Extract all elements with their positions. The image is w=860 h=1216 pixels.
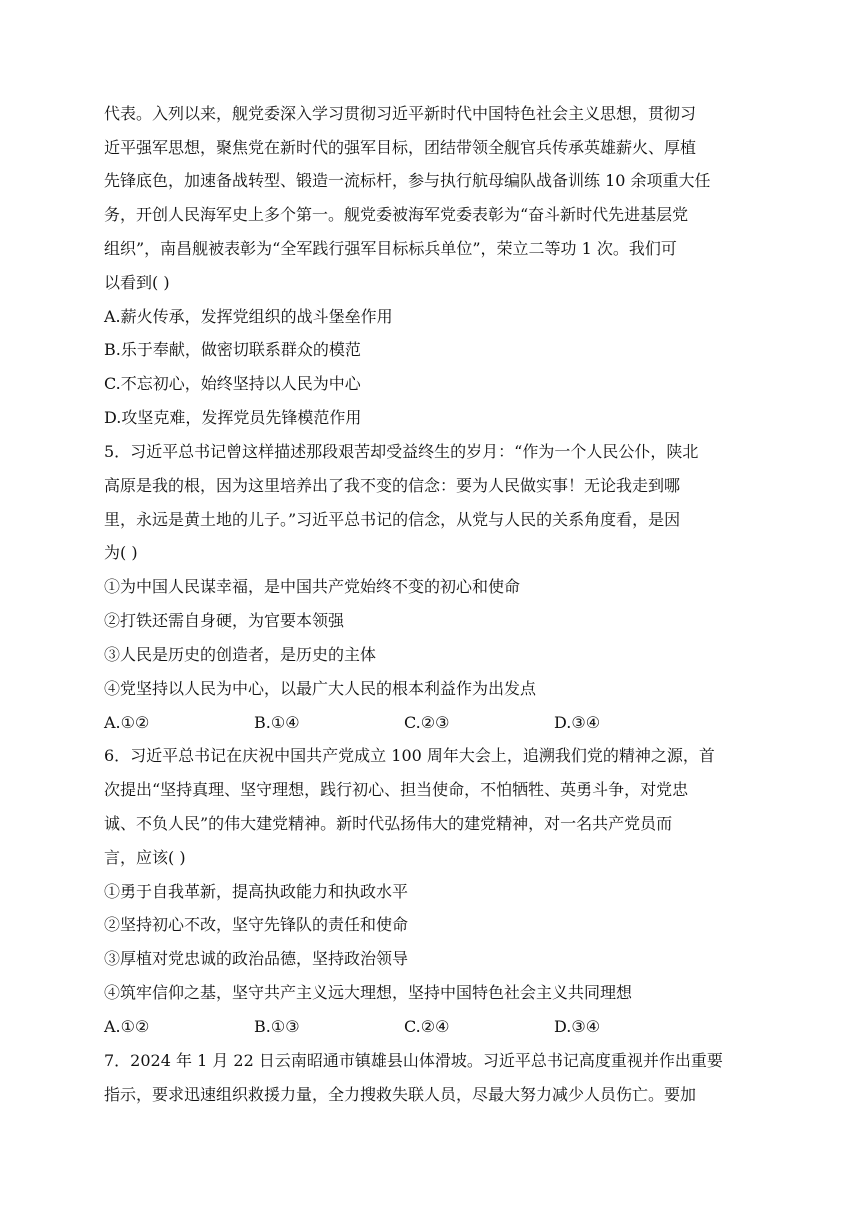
q5-choice-b: B.①④ — [254, 713, 300, 732]
q5-statement-4: ④党坚持以人民为中心，以最广大人民的根本利益作为出发点 — [104, 679, 537, 698]
q6-choices — [104, 1017, 764, 1037]
q5-choice-a: A.①② — [104, 713, 150, 732]
q6-statement-2: ②坚持初心不改，坚守先锋队的责任和使命 — [104, 915, 409, 934]
q6-statement-4: ④筑牢信仰之基，坚守共产主义远大理想，坚持中国特色社会主义共同理想 — [104, 983, 633, 1002]
q4-stem-line: 组织”，南昌舰被表彰为“全军践行强军目标标兵单位”，荣立二等功 1 次。我们可 — [104, 239, 677, 258]
q6-choice-b: B.①③ — [254, 1017, 300, 1036]
q4-option-b: B.乐于奉献，做密切联系群众的模范 — [104, 340, 361, 359]
q4-stem-line: 近平强军思想，聚焦党在新时代的强军目标，团结带领全舰官兵传承英雄薪火、厚植 — [104, 138, 697, 157]
q5-choice-d: D.③④ — [554, 713, 601, 732]
q4-option-a: A.薪火传承，发挥党组织的战斗堡垒作用 — [104, 307, 393, 326]
q5-statement-3: ③人民是历史的创造者，是历史的主体 — [104, 645, 377, 664]
q6-choice-a: A.①② — [104, 1017, 150, 1036]
q5-statement-2: ②打铁还需自身硬，为官要本领强 — [104, 611, 345, 630]
q5-choices — [104, 713, 764, 733]
q4-option-d: D.攻坚克难，发挥党员先锋模范作用 — [104, 408, 362, 427]
q4-stem-line: 以看到( ) — [104, 273, 170, 292]
q5-stem-line: 为( ) — [104, 543, 138, 562]
q6-choice-c: C.②④ — [404, 1017, 450, 1036]
q6-statement-3: ③厚植对党忠诚的政治品德，坚持政治领导 — [104, 949, 409, 968]
q4-stem-line: 务，开创人民海军史上多个第一。舰党委被海军党委表彰为“奋斗新时代先进基层党 — [104, 205, 689, 224]
q6-stem-line: 诚、不负人民”的伟大建党精神。新时代弘扬伟大的建党精神，对一名共产党员而 — [104, 814, 673, 833]
q7-stem-line: 7．2024 年 1 月 22 日云南昭通市镇雄县山体滑坡。习近平总书记高度重视并作出重要 — [104, 1051, 723, 1070]
q5-stem-line: 里，永远是黄土地的儿子。”习近平总书记的信念，从党与人民的关系角度看，是因 — [104, 510, 681, 529]
q5-stem-line: 5．习近平总书记曾这样描述那段艰苦却受益终生的岁月：“作为一个人民公仆，陕北 — [104, 442, 699, 461]
q5-stem-line: 高原是我的根，因为这里培养出了我不变的信念：要为人民做实事！无论我走到哪 — [104, 476, 681, 495]
q7-stem-line: 指示，要求迅速组织救援力量，全力搜救失联人员，尽最大努力减少人员伤亡。要加 — [104, 1085, 697, 1104]
q6-stem-line: 次提出“坚持真理、坚守理想，践行初心、担当使命，不怕牺牲、英勇斗争，对党忠 — [104, 780, 689, 799]
q4-option-c: C.不忘初心，始终坚持以人民为中心 — [104, 374, 361, 393]
q6-choice-d: D.③④ — [554, 1017, 601, 1036]
q6-statement-1: ①勇于自我革新，提高执政能力和执政水平 — [104, 882, 409, 901]
q6-stem-line: 言，应该( ) — [104, 848, 186, 867]
q5-statement-1: ①为中国人民谋幸福，是中国共产党始终不变的初心和使命 — [104, 577, 521, 596]
q4-stem-line: 先锋底色，加速备战转型、锻造一流标杆，参与执行航母编队战备训练 10 余项重大任 — [104, 171, 711, 190]
q4-stem-line: 代表。入列以来，舰党委深入学习贯彻习近平新时代中国特色社会主义思想，贯彻习 — [104, 104, 697, 123]
q5-choice-c: C.②③ — [404, 713, 450, 732]
q6-stem-line: 6．习近平总书记在庆祝中国共产党成立 100 周年大会上，追溯我们党的精神之源，首 — [104, 746, 715, 765]
